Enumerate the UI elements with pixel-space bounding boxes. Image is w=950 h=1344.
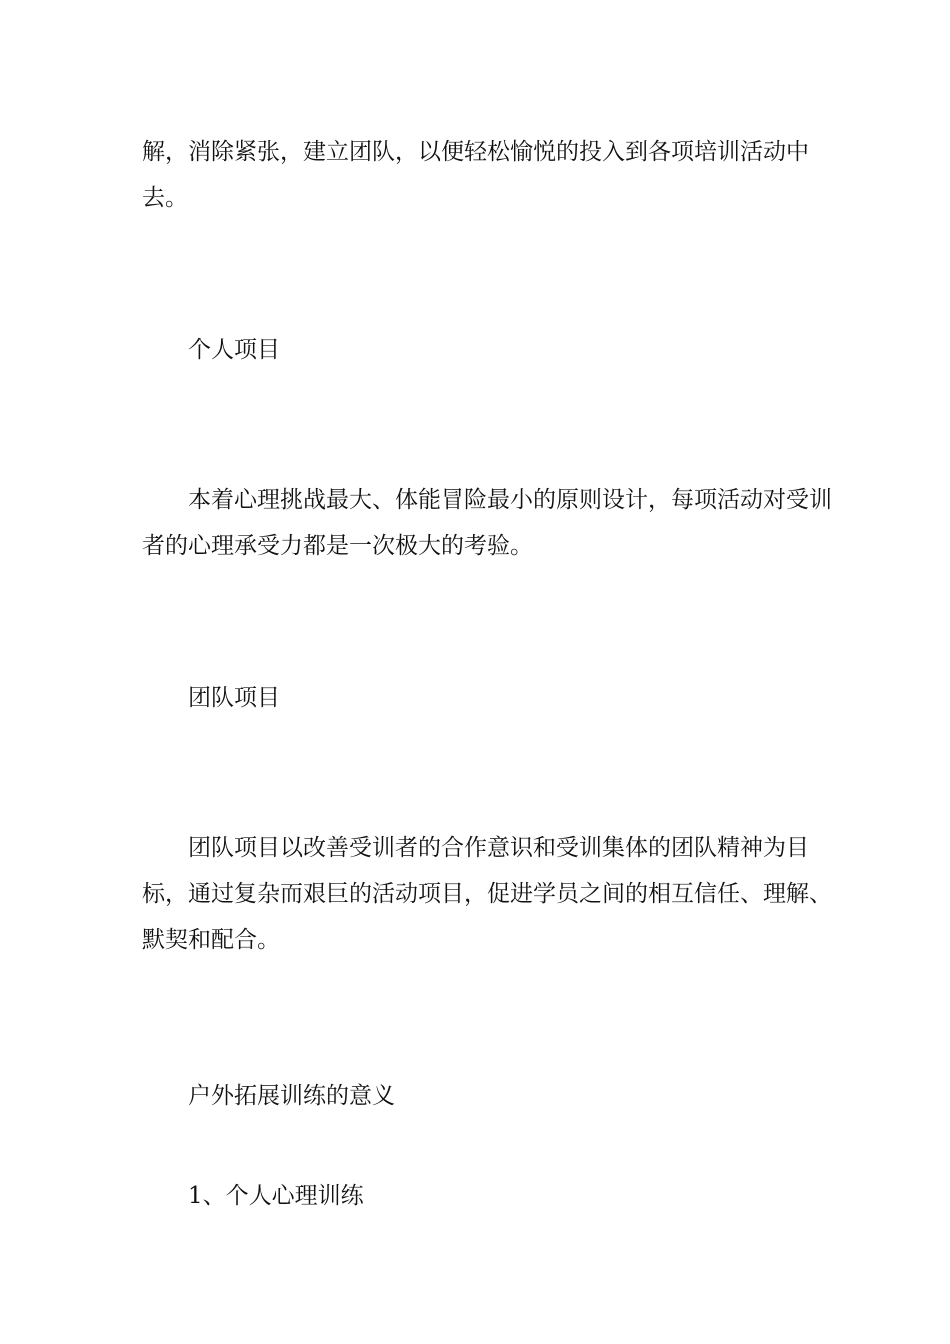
paragraph-continuation: 解，消除紧张，建立团队，以便轻松愉悦的投入到各项培训活动中去。 — [142, 139, 809, 211]
heading-outdoor-training-significance: 户外拓展训练的意义 — [188, 1083, 395, 1109]
paragraph-team-projects: 团队项目以改善受训者的合作意识和受训集体的团队精神为目标，通过复杂而艰巨的活动项目，促进学员之间的相互信任、理解、默契和配合。 — [142, 835, 832, 953]
heading-individual-projects: 个人项目 — [188, 337, 280, 363]
heading-team-projects: 团队项目 — [188, 685, 280, 711]
list-item-personal-psychological-training: 1、个人心理训练 — [188, 1183, 364, 1209]
paragraph-individual-projects: 本着心理挑战最大、体能冒险最小的原则设计，每项活动对受训者的心理承受力都是一次极大的考验。 — [142, 487, 832, 559]
